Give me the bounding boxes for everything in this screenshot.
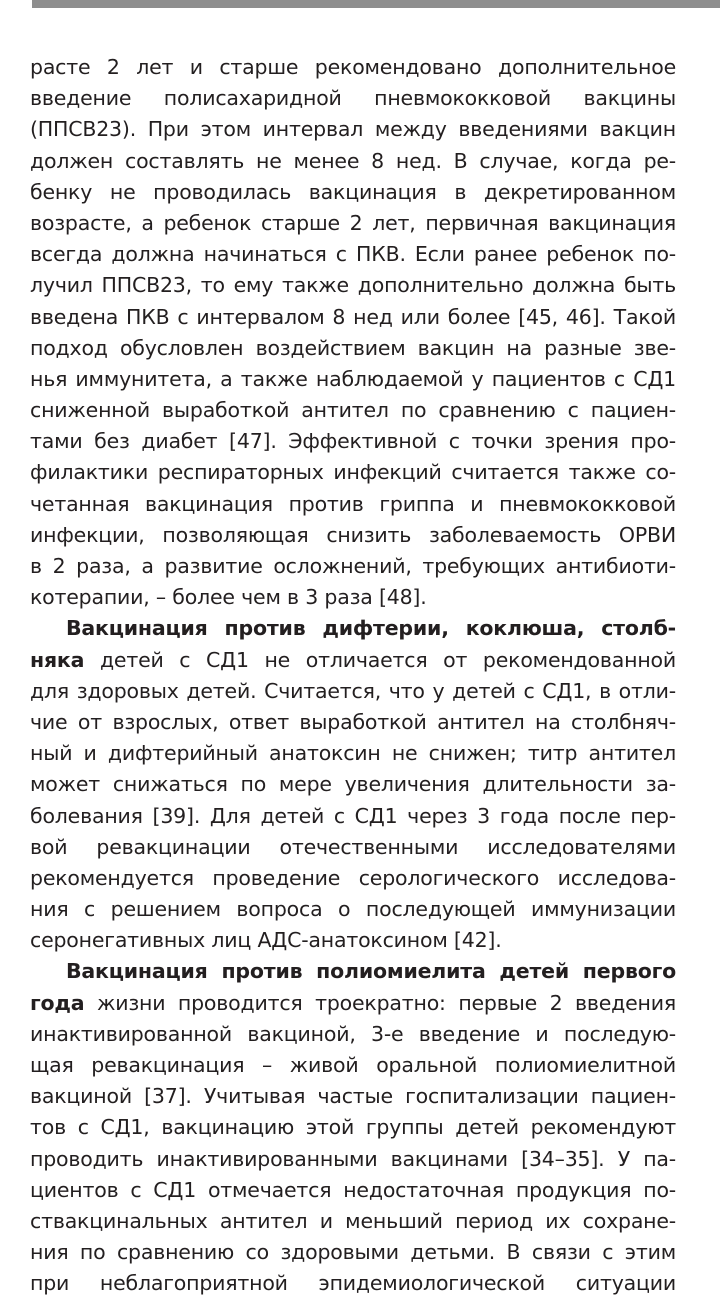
body-text: филактики респираторных инфекций считается также со- [30,460,676,485]
text-line [30,239,676,270]
text-line [30,707,676,738]
body-text: подход обусловлен воздействием вакцин на разные зве- [30,335,676,360]
body-text: болевания [39]. Для детей с СД1 через 3 года после пер- [30,803,676,828]
text-line [30,582,676,613]
text-line [30,52,676,83]
text-line [30,863,676,894]
bold-heading-text: Вакцинация против полиомиелита детей первого [66,959,676,984]
text-line [30,146,676,177]
body-text: ный и дифтерийный анатоксин не снижен; титр антител [30,741,676,766]
body-text: нья иммунитета, а также наблюдаемой у пациентов с СД1 [30,366,676,391]
paragraph [30,956,676,1299]
text-line [30,1268,676,1299]
body-text: вой ревакцинации отечественными исследователями [30,834,676,859]
body-text: чие от взрослых, ответ выработкой антител на столбняч- [30,709,676,734]
text-line [30,1050,676,1081]
body-text: введена ПКВ с интервалом 8 нед или более [45, 46]. Такой [30,304,676,329]
text-line [30,1081,676,1112]
body-text: лучил ППСВ23, то ему также дополнительно должна быть [30,273,676,298]
text-line [30,894,676,925]
body-text: бенку не проводилась вакцинация в декретированном [30,179,676,204]
text-line [30,832,676,863]
body-text: при неблагоприятной эпидемиологической ситуации [30,1271,676,1296]
body-text: проводить инактивированными вакцинами [34–35]. У па- [30,1146,676,1171]
paragraph [30,52,676,613]
body-text: ния с решением вопроса о последующей иммунизации [30,897,676,922]
body-text: инфекции, позволяющая снизить заболеваемость ОРВИ [30,522,676,547]
text-line [30,489,676,520]
text-line [30,395,676,426]
body-text: может снижаться по мере увеличения длительности за- [30,772,676,797]
text-line [30,613,676,644]
text-line [30,302,676,333]
text-line [30,364,676,395]
body-text: должен составлять не менее 8 нед. В случае, когда ре- [30,148,676,173]
body-text: возрасте, а ребенок старше 2 лет, первичная вакцинация [30,210,676,235]
text-line [30,1112,676,1143]
bold-heading-text: Вакцинация против дифтерии, коклюша, столб- [66,616,676,641]
body-text: ствакцинальных антител и меньший период их сохране- [30,1208,676,1233]
text-line [30,333,676,364]
body-text: для здоровых детей. Считается, что у детей с СД1, в отли- [30,678,676,703]
text-line [30,270,676,301]
text-line [30,988,676,1019]
text-line [30,177,676,208]
text-line [30,1237,676,1268]
body-text: тов с СД1, вакцинацию этой группы детей рекомендуют [30,1115,676,1140]
bold-heading-text: года [30,990,85,1015]
text-line [30,551,676,582]
bold-heading-text: няка [30,647,85,672]
body-text: рекомендуется проведение серологического исследова- [30,865,676,890]
text-line [30,925,676,956]
body-text: (ППСВ23). При этом интервал между введениями вакцин [30,117,676,142]
text-line [30,1206,676,1237]
body-text: вакциной [37]. Учитывая частые госпитализации пациен- [30,1084,676,1109]
text-line [30,426,676,457]
top-scroll-bar [0,0,720,8]
body-text: в 2 раза, а развитие осложнений, требующих антибиоти- [30,554,676,578]
body-text: ния по сравнению со здоровыми детьми. В связи с этим [30,1240,676,1265]
body-text: котерапии, – более чем в 3 раза [48]. [30,585,427,610]
body-text: жизни проводится троекратно: первые 2 введения [84,990,676,1015]
body-text: детей с СД1 не отличается от рекомендованной [84,647,676,672]
text-line [30,520,676,551]
text-line [30,645,676,676]
body-text: щая ревакцинация – живой оральной полиомиелитной [30,1053,676,1077]
top-bar-gap [0,0,32,8]
body-text: инактивированной вакциной, 3-е введение и последую- [30,1021,676,1046]
text-line [30,738,676,769]
text-line [30,1019,676,1050]
body-text: четанная вакцинация против гриппа и пневмококковой [30,491,676,516]
body-text: циентов с СД1 отмечается недостаточная продукция по- [30,1177,676,1202]
text-line [30,208,676,239]
text-line [30,114,676,145]
body-text: сниженной выработкой антител по сравнению с пациен- [30,398,676,423]
text-line [30,801,676,832]
text-line [30,1144,676,1175]
text-line [30,956,676,987]
body-text: введение полисахаридной пневмококковой вакцины [30,86,676,111]
text-line [30,83,676,114]
text-line [30,1175,676,1206]
text-line [30,676,676,707]
body-text: тами без диабет [47]. Эффективной с точки зрения про- [30,429,676,454]
document-page [30,52,676,1300]
body-text: серонегативных лиц АДС-анатоксином [42]. [30,928,502,953]
paragraph [30,613,676,956]
body-text: всегда должна начинаться с ПКВ. Если ранее ребенок по- [30,242,676,267]
text-line [30,457,676,488]
text-line [30,769,676,800]
body-text: расте 2 лет и старше рекомендовано дополнительное [30,55,676,79]
